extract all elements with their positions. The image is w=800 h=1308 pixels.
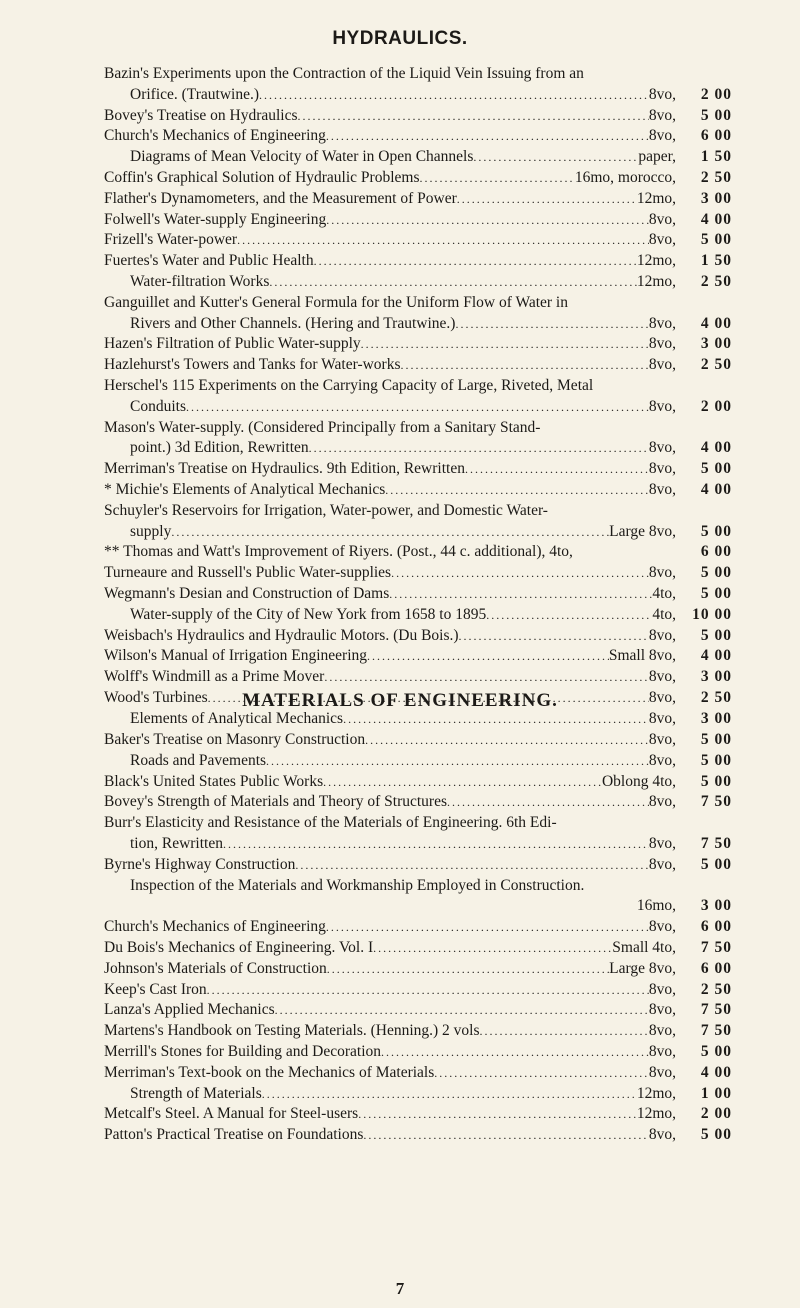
book-entry-line (104, 459, 732, 480)
book-price: 7 50 (700, 834, 732, 852)
book-entry (104, 1042, 732, 1063)
book-title: point.) 3d Edition, Rewritten (130, 439, 309, 457)
book-title: Bovey's Strength of Materials and Theory of Structures (104, 793, 448, 811)
book-entry-line (104, 314, 732, 335)
book-price: 7 50 (700, 1022, 732, 1040)
book-title: Elements of Analytical Mechanics (130, 709, 344, 727)
book-price: 2 50 (700, 168, 732, 186)
book-title: Burr's Elasticity and Resistance of the Materials of Engineering. 6th Edi- (104, 814, 557, 832)
book-entry (104, 751, 732, 772)
book-format: 8vo, (648, 1042, 676, 1060)
book-title: Merriman's Text-book on the Mechanics of Materials (104, 1063, 435, 1081)
dot-leader (455, 314, 648, 335)
book-entry-line (104, 1125, 732, 1146)
dot-leader (373, 938, 612, 959)
book-entry-line (104, 980, 732, 1001)
book-entry-line (104, 917, 732, 938)
book-title: Diagrams of Mean Velocity of Water in Open Channels (130, 148, 474, 166)
book-title: Folwell's Water-supply Engineering (104, 210, 327, 228)
book-title: Johnson's Materials of Construction (104, 959, 327, 977)
book-entry-line (104, 1084, 732, 1105)
book-entry (104, 584, 732, 605)
book-format: Oblong 4to, (601, 772, 676, 790)
book-format: 8vo, (648, 314, 676, 332)
book-title: Fuertes's Water and Public Health (104, 252, 314, 270)
book-title: supply (130, 522, 172, 540)
book-entry-line (104, 251, 732, 272)
dot-leader (381, 1042, 649, 1063)
book-format: paper, (638, 148, 676, 166)
book-entry (104, 106, 732, 127)
book-entry-line (104, 522, 732, 543)
book-price: 7 50 (700, 1001, 732, 1019)
book-title: tion, Rewritten (130, 834, 223, 852)
book-entry (104, 501, 732, 543)
book-entry-line (104, 792, 732, 813)
book-price: 3 00 (700, 189, 732, 207)
book-title: Lanza's Applied Mechanics (104, 1001, 275, 1019)
book-entry (104, 1063, 732, 1084)
book-price: 6 00 (700, 918, 732, 936)
book-entry-line (104, 501, 732, 522)
book-entry (104, 980, 732, 1001)
book-entry (104, 459, 732, 480)
dot-leader (269, 272, 636, 293)
book-entry-line (104, 334, 732, 355)
book-entry-line (104, 959, 732, 980)
book-format: 8vo, (648, 356, 676, 374)
dot-leader (237, 230, 649, 251)
book-format: 12mo, (636, 1105, 676, 1123)
book-entry (104, 542, 732, 563)
book-price: 5 00 (700, 772, 732, 790)
book-format: 8vo, (648, 335, 676, 353)
book-title: Hazen's Filtration of Public Water-supply (104, 335, 361, 353)
book-entry (104, 855, 732, 876)
dot-leader (326, 210, 649, 231)
book-format: 4to, (652, 605, 676, 623)
book-price: 5 00 (700, 626, 732, 644)
book-title: Bazin's Experiments upon the Contraction of the Liquid Vein Issuing from an (104, 65, 584, 82)
book-title: Church's Mechanics of Engineering (104, 127, 326, 145)
book-price: 4 00 (700, 210, 732, 228)
book-format: 8vo, (648, 397, 676, 415)
book-title: Merrill's Stones for Building and Decoration (104, 1042, 382, 1060)
dot-leader (434, 1063, 649, 1084)
book-price: 1 50 (700, 148, 732, 166)
book-entry (104, 355, 732, 376)
book-entry-line (104, 751, 732, 772)
book-entry-line (104, 189, 732, 210)
book-entry-line (104, 438, 732, 459)
book-title: Strength of Materials (130, 1084, 262, 1102)
book-title: Conduits (130, 397, 186, 415)
dot-leader (385, 480, 649, 501)
book-format: Small 8vo, (608, 647, 676, 665)
book-entry-line (104, 605, 732, 626)
book-format: 8vo, (648, 1022, 676, 1040)
section-heading-hydraulics: HYDRAULICS. (332, 28, 468, 49)
book-title: Byrne's Highway Construction (104, 855, 296, 873)
book-title: * Michie's Elements of Analytical Mechanics (104, 480, 386, 498)
dot-leader (324, 667, 649, 688)
book-entry (104, 230, 732, 251)
book-entry-line (104, 168, 732, 189)
book-format: 8vo, (648, 980, 676, 998)
book-price: 4 00 (700, 647, 732, 665)
book-entry (104, 293, 732, 335)
book-entry (104, 1000, 732, 1021)
book-format: 4to, (652, 584, 676, 602)
dot-leader (419, 168, 574, 189)
dot-leader (391, 563, 649, 584)
book-entry-line (104, 1021, 732, 1042)
book-entry-line (104, 626, 732, 647)
dot-leader (361, 334, 649, 355)
book-entry (104, 792, 732, 813)
book-entry (104, 959, 732, 980)
book-entry-line (104, 1042, 732, 1063)
book-format: 8vo, (648, 731, 676, 748)
book-price: 6 00 (700, 959, 732, 977)
book-price: 1 50 (700, 252, 732, 270)
book-entry (104, 1104, 732, 1125)
book-price: 5 00 (700, 522, 732, 540)
dot-leader (262, 1084, 637, 1105)
dot-leader (447, 792, 649, 813)
book-entry (104, 1084, 732, 1105)
book-price: 5 00 (700, 564, 732, 582)
section-heading-materials: MATERIALS OF ENGINEERING. (242, 690, 558, 711)
book-entry-line (104, 272, 732, 293)
book-price: 2 50 (700, 980, 732, 998)
book-price: 7 50 (700, 793, 732, 811)
book-format: Small 4to, (612, 938, 676, 956)
book-price: 5 00 (700, 1042, 732, 1060)
book-price: 5 00 (700, 231, 732, 249)
book-entry-line (104, 1063, 732, 1084)
dot-leader (171, 522, 609, 543)
book-entry (104, 210, 732, 231)
book-title: ** Thomas and Watt's Improvement of Riyers. (Post., 44 c. additional), 4to, (104, 543, 573, 561)
book-price: 5 00 (700, 1126, 732, 1144)
book-price: 2 50 (700, 688, 732, 706)
book-price: 3 00 (700, 335, 732, 353)
book-price: 3 00 (700, 709, 732, 727)
book-title: Flather's Dynamometers, and the Measurement of Power (104, 189, 457, 207)
book-price: 4 00 (700, 314, 732, 332)
book-title: Wegmann's Desian and Construction of Dams (104, 584, 390, 602)
book-title: Mason's Water-supply. (Considered Principally from a Sanitary Stand- (104, 418, 541, 436)
book-entry (104, 605, 732, 626)
dot-leader (401, 355, 649, 376)
book-entry-line (104, 147, 732, 168)
book-price: 6 00 (700, 543, 732, 561)
book-price: 2 50 (700, 356, 732, 374)
book-entry-line (104, 855, 732, 876)
book-entry-line (104, 772, 732, 793)
book-entry-line (104, 397, 732, 418)
book-entry-line (104, 646, 732, 667)
dot-leader (365, 730, 649, 751)
book-entry-line (104, 126, 732, 147)
dot-leader (473, 147, 638, 168)
book-entry-line (104, 418, 732, 439)
book-price: 5 00 (700, 731, 732, 748)
book-title: Schuyler's Reservoirs for Irrigation, Water-power, and Domestic Water- (104, 501, 548, 519)
book-entry (104, 376, 732, 418)
book-entry (104, 876, 732, 918)
dot-leader (465, 459, 649, 480)
book-format: 8vo, (648, 793, 676, 811)
book-entry-line (104, 584, 732, 605)
book-price: 2 50 (700, 272, 732, 290)
book-format: 12mo, (636, 1084, 676, 1102)
dot-leader (486, 605, 652, 626)
dot-leader (314, 251, 637, 272)
book-entry-line (104, 667, 732, 688)
book-price: 5 00 (700, 460, 732, 478)
book-title: Keep's Cast Iron (104, 980, 207, 998)
book-format: 8vo, (648, 231, 676, 249)
dot-leader (259, 85, 649, 106)
book-title: Wood's Turbines (104, 688, 208, 706)
book-entry (104, 917, 732, 938)
book-entry (104, 147, 732, 168)
book-format: 12mo, (636, 272, 676, 290)
book-entry-line (104, 64, 732, 85)
book-entry (104, 168, 732, 189)
book-format: 8vo, (648, 480, 676, 498)
book-title: Martens's Handbook on Testing Materials. (Henning.) 2 vols (104, 1022, 480, 1040)
book-format: 16mo, morocco, (574, 168, 676, 186)
dot-leader (459, 626, 649, 647)
book-format: 8vo, (648, 751, 676, 769)
hydraulics-book-list (104, 64, 732, 730)
book-format: 8vo, (648, 564, 676, 582)
book-title: Water-filtration Works (130, 272, 270, 290)
dot-leader (358, 1104, 637, 1125)
book-entry-line (104, 376, 732, 397)
book-entry-line (104, 542, 732, 563)
book-title: Merriman's Treatise on Hydraulics. 9th Edition, Rewritten (104, 460, 465, 478)
book-entry (104, 772, 732, 793)
book-entry-line (104, 730, 732, 751)
dot-leader (367, 646, 609, 667)
book-title: Wolff's Windmill as a Prime Mover (104, 668, 325, 686)
book-price: 7 50 (700, 938, 732, 956)
dot-leader (295, 855, 649, 876)
book-title: Weisbach's Hydraulics and Hydraulic Motors. (Du Bois.) (104, 626, 459, 644)
book-price: 3 00 (700, 668, 732, 686)
book-format: 8vo, (648, 1126, 676, 1144)
book-price: 2 00 (700, 85, 732, 103)
book-title: Baker's Treatise on Masonry Construction (104, 731, 366, 748)
book-format: 8vo, (648, 127, 676, 145)
book-title: Patton's Practical Treatise on Foundations (104, 1126, 364, 1144)
book-format: Large 8vo, (609, 959, 676, 977)
book-title: Water-supply of the City of New York from 1658 to 1895 (130, 605, 487, 623)
dot-leader (298, 106, 649, 127)
book-title: Hazlehurst's Towers and Tanks for Water-works (104, 356, 401, 374)
book-entry (104, 563, 732, 584)
book-title: Bovey's Treatise on Hydraulics (104, 106, 298, 124)
book-title: Metcalf's Steel. A Manual for Steel-users (104, 1105, 359, 1123)
book-price: 1 00 (700, 1084, 732, 1102)
book-format: 8vo, (648, 855, 676, 873)
book-entry (104, 272, 732, 293)
book-price: 5 00 (700, 855, 732, 873)
book-title: Turneaure and Russell's Public Water-supplies (104, 564, 392, 582)
book-format: 8vo, (648, 210, 676, 228)
book-entry-line (104, 230, 732, 251)
book-entry-line (104, 938, 732, 959)
book-title: Roads and Pavements (130, 751, 267, 769)
book-entry (104, 813, 732, 855)
book-entry (104, 1021, 732, 1042)
book-title: Herschel's 115 Experiments on the Carrying Capacity of Large, Riveted, Metal (104, 376, 594, 394)
book-format: Large 8vo, (609, 522, 676, 540)
book-format: 8vo, (648, 1063, 676, 1081)
book-price: 2 00 (700, 397, 732, 415)
dot-leader (457, 189, 637, 210)
dot-leader (207, 980, 649, 1001)
book-title: Church's Mechanics of Engineering (104, 918, 326, 936)
book-entry (104, 626, 732, 647)
book-title: Rivers and Other Channels. (Hering and Trautwine.) (130, 314, 456, 332)
book-title: Ganguillet and Kutter's General Formula for the Uniform Flow of Water in (104, 293, 568, 311)
book-entry (104, 480, 732, 501)
book-entry-line (104, 834, 732, 855)
book-entry (104, 667, 732, 688)
book-price: 4 00 (700, 1063, 732, 1081)
book-price: 10 00 (692, 605, 732, 623)
dot-leader (327, 959, 609, 980)
book-price: 4 00 (700, 480, 732, 498)
book-format: 8vo, (648, 1001, 676, 1019)
book-entry (104, 730, 732, 751)
book-entry-line (104, 813, 732, 834)
dot-leader (323, 772, 602, 793)
book-format: 8vo, (648, 106, 676, 124)
book-entry (104, 334, 732, 355)
book-price: 2 00 (700, 1105, 732, 1123)
book-title: Wilson's Manual of Irrigation Engineering (104, 647, 368, 665)
book-format: 8vo, (648, 834, 676, 852)
book-price: 5 00 (700, 106, 732, 124)
book-title: Orifice. (Trautwine.) (130, 85, 259, 103)
book-entry-line (104, 293, 732, 314)
book-format: 8vo, (648, 918, 676, 936)
book-format: 8vo, (648, 688, 676, 706)
book-format: 8vo, (648, 626, 676, 644)
book-entry-line (104, 563, 732, 584)
dot-leader (186, 397, 649, 418)
dot-leader (326, 126, 649, 147)
book-entry-line (104, 1104, 732, 1125)
book-price: 6 00 (700, 127, 732, 145)
book-price: 5 00 (700, 751, 732, 769)
page-number: 7 (395, 1279, 405, 1298)
book-entry (104, 189, 732, 210)
book-format: 12mo, (636, 252, 676, 270)
book-price: 3 00 (700, 897, 732, 915)
book-title: Frizell's Water-power (104, 231, 238, 249)
book-price: 4 00 (700, 439, 732, 457)
book-format: 8vo, (648, 460, 676, 478)
book-entry-line (104, 355, 732, 376)
dot-leader (326, 917, 649, 938)
book-format: 8vo, (648, 668, 676, 686)
book-title: Inspection of the Materials and Workmanship Employed in Construction. (130, 876, 585, 894)
dot-leader (480, 1021, 649, 1042)
dot-leader (223, 834, 649, 855)
book-format: 8vo, (648, 439, 676, 457)
book-entry (104, 1125, 732, 1146)
book-entry (104, 646, 732, 667)
book-entry-line (104, 210, 732, 231)
book-entry (104, 64, 732, 106)
book-title: Du Bois's Mechanics of Engineering. Vol. I (104, 938, 374, 956)
dot-leader (266, 751, 649, 772)
book-entry (104, 126, 732, 147)
book-title: Black's United States Public Works (104, 772, 324, 790)
dot-leader (363, 1125, 648, 1146)
book-entry-line (104, 876, 732, 897)
book-format: 12mo, (636, 189, 676, 207)
book-price: 5 00 (700, 584, 732, 602)
dot-leader (309, 438, 649, 459)
book-entry (104, 251, 732, 272)
dot-leader (389, 584, 652, 605)
book-format: 8vo, (648, 709, 676, 727)
book-entry-line (104, 896, 732, 917)
book-entry (104, 418, 732, 460)
book-title: Coffin's Graphical Solution of Hydraulic Problems (104, 168, 420, 186)
book-entry-line (104, 85, 732, 106)
book-entry-line (104, 1000, 732, 1021)
book-format: 16mo, (636, 897, 676, 915)
dot-leader (275, 1000, 649, 1021)
materials-book-list (104, 730, 732, 1146)
book-entry-line (104, 480, 732, 501)
book-format: 8vo, (648, 85, 676, 103)
book-entry (104, 938, 732, 959)
book-entry-line (104, 106, 732, 127)
